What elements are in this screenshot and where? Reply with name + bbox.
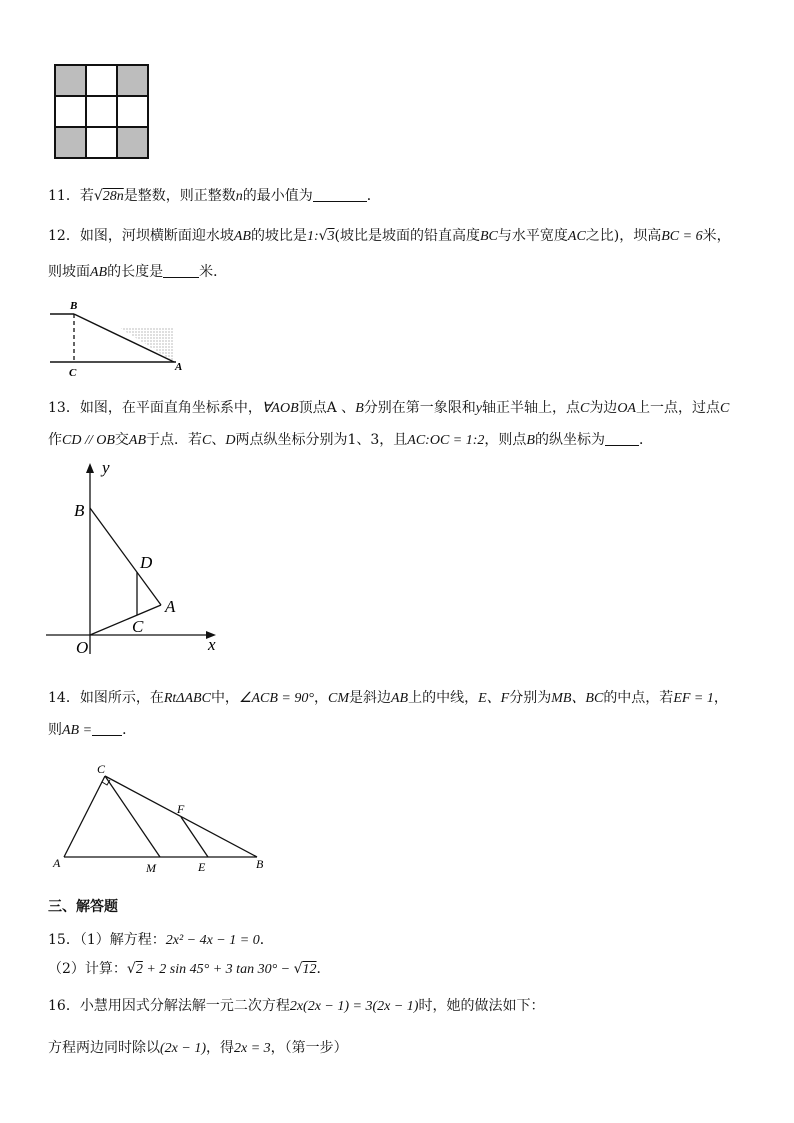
question-13-line-1 — [48, 398, 729, 419]
question-15-part-2 — [48, 959, 331, 980]
text: 若 — [79, 188, 94, 204]
radicand: 12 — [302, 962, 317, 977]
text: 分别在第一象限和 — [363, 400, 476, 416]
text: ． — [122, 722, 137, 738]
coordinate-figure — [44, 460, 234, 660]
text: ． — [366, 188, 381, 204]
text: 是斜边 — [348, 690, 391, 706]
text: 上一点，过点 — [635, 400, 720, 416]
question-number: 14． — [48, 690, 80, 706]
question-14-line-1 — [48, 688, 728, 709]
text: （2）计算： — [48, 961, 127, 977]
question-number: 16． — [48, 998, 80, 1014]
math: BC — [480, 229, 498, 244]
text: 的坡比是 — [250, 228, 307, 244]
label-m: M — [146, 861, 156, 875]
question-13-line-2 — [48, 430, 653, 451]
question-14-line-2 — [48, 720, 136, 741]
question-16-line-1 — [48, 996, 544, 1017]
label-b: B — [74, 501, 85, 520]
dam-slope-figure — [48, 298, 198, 378]
grid-cell-shaded — [117, 127, 148, 158]
label-e: E — [198, 860, 206, 874]
text: (坡比是坡面的铅直高度 — [334, 228, 480, 244]
text: 如图所示，在 — [79, 690, 164, 706]
text: ，得 — [206, 1040, 234, 1056]
question-12-line-1 — [48, 226, 731, 247]
label-b: B — [256, 857, 264, 871]
question-16-line-2 — [48, 1038, 348, 1059]
text: 米， — [702, 228, 731, 244]
text: 的中点，若 — [603, 690, 674, 706]
math: AB — [390, 691, 409, 706]
segment-cm — [105, 776, 160, 857]
question-number: 12． — [48, 228, 80, 244]
math: 2x(2x − 1) = 3(2x − 1) — [289, 999, 419, 1014]
text: 的纵坐标为 — [534, 432, 605, 448]
text: 是整数，则正整数 — [123, 188, 236, 204]
math: C — [579, 401, 590, 416]
question-11 — [48, 186, 381, 207]
text: 为边 — [589, 400, 618, 416]
math: B — [526, 433, 535, 448]
math: C — [202, 433, 212, 448]
grid-cell-blank — [86, 96, 117, 127]
text: ， — [313, 690, 328, 706]
sqrt-expression: √28n — [93, 188, 124, 204]
math: B — [355, 401, 364, 416]
math: C — [719, 401, 730, 416]
section-heading: 三、解答题 — [48, 899, 118, 915]
answer-blank[interactable] — [163, 263, 199, 278]
text: 两点纵坐标分别为1、3，且 — [235, 432, 408, 448]
math: RtΔABC — [163, 691, 211, 706]
text: 米． — [199, 264, 228, 280]
math: AB — [90, 265, 108, 280]
triangle-figure — [50, 760, 280, 880]
grid-figure — [53, 63, 150, 162]
math: EF = 1 — [673, 691, 714, 706]
math: CD // OB — [62, 433, 115, 448]
text: 上的中线， — [408, 690, 479, 706]
segment-cb — [105, 776, 257, 857]
text: 方程两边同时除以 — [48, 1040, 160, 1056]
math: MB、BC — [551, 691, 604, 706]
text: ，则点 — [484, 432, 527, 448]
text: 中， — [210, 690, 239, 706]
text: 与水平宽度 — [497, 228, 568, 244]
answer-blank[interactable] — [605, 431, 639, 446]
text: 小慧用因式分解法解一元二次方程 — [79, 998, 290, 1014]
label-a: A — [175, 361, 183, 373]
label-a: A — [165, 597, 176, 616]
radicand: 28n — [102, 189, 124, 204]
label-c: C — [97, 762, 106, 776]
text: ． — [259, 932, 274, 948]
text: 轴正半轴上，点 — [481, 400, 580, 416]
text: 、 — [211, 432, 226, 448]
text: 作 — [48, 432, 62, 448]
question-15-part-1 — [48, 930, 274, 951]
text: 分别为 — [509, 690, 552, 706]
grid-cell-shaded — [55, 127, 86, 158]
sqrt-expression: √2 — [126, 961, 143, 977]
y-axis-arrow — [86, 463, 94, 473]
grid-cell-blank — [86, 127, 117, 158]
segment-ac — [64, 776, 105, 857]
radicand: 2 — [135, 962, 143, 977]
question-12-line-2 — [48, 262, 227, 283]
text: 如图，在平面直角坐标系中， — [79, 400, 262, 416]
text: 之比)，坝高 — [585, 228, 662, 244]
grid-cell-blank — [117, 96, 148, 127]
water-region — [120, 328, 174, 362]
text: ，（第一步） — [270, 1040, 348, 1056]
math: OA — [617, 401, 636, 416]
question-number: 11． — [48, 188, 80, 204]
grid-cell-shaded — [55, 65, 86, 96]
math: (2x − 1) — [160, 1041, 206, 1056]
label-y: y — [102, 460, 110, 477]
math: y — [475, 401, 482, 416]
text: 15．（1）解方程： — [48, 932, 166, 948]
math: D — [225, 433, 236, 448]
math: 1: — [306, 229, 319, 244]
grid-cell-blank — [86, 65, 117, 96]
grid-cell-blank — [55, 96, 86, 127]
math: ∠ACB = 90° — [238, 691, 314, 706]
text: 的最小值为 — [242, 188, 313, 204]
math: 2x = 3 — [234, 1041, 271, 1056]
label-c: C — [69, 367, 77, 378]
math: E、F — [478, 691, 510, 706]
text: ， — [713, 690, 728, 706]
sqrt-expression: √12 — [293, 961, 317, 977]
sqrt-expression: √3 — [318, 228, 335, 244]
math: BC = 6 — [661, 229, 703, 244]
segment-oa — [90, 605, 161, 635]
text: 则 — [48, 722, 62, 738]
text: ． — [316, 961, 331, 977]
text: 于点．若 — [146, 432, 202, 448]
math: ∀AOB — [261, 401, 299, 416]
answer-blank[interactable] — [92, 721, 122, 736]
math: AC:OC = 1:2 — [407, 433, 485, 448]
math: AB = — [62, 723, 93, 738]
text: 顶点A 、 — [298, 400, 356, 416]
text: 时，她的做法如下： — [418, 998, 545, 1014]
math: AB — [128, 433, 146, 448]
math: + 2 sin 45° + 3 tan 30° − — [142, 962, 294, 977]
text: 交 — [114, 432, 129, 448]
label-o: O — [76, 638, 89, 657]
text: 则坡面 — [48, 264, 90, 280]
math: 2x² − 4x − 1 = 0 — [165, 933, 260, 948]
math: AB — [233, 229, 251, 244]
label-a: A — [53, 856, 61, 870]
question-number: 13． — [48, 400, 80, 416]
label-b: B — [70, 300, 78, 312]
text: ． — [638, 432, 653, 448]
label-c: C — [132, 617, 144, 636]
text: 的长度是 — [107, 264, 164, 280]
label-d: D — [140, 553, 153, 572]
grid-cell-shaded — [117, 65, 148, 96]
variable: n — [235, 189, 243, 204]
math: CM — [327, 691, 349, 706]
label-x: x — [208, 635, 216, 654]
label-f: F — [177, 802, 185, 816]
radicand: 3 — [327, 229, 335, 244]
text: 如图，河坝横断面迎水坡 — [79, 228, 234, 244]
answer-blank[interactable] — [313, 187, 367, 202]
math: AC — [567, 229, 586, 244]
